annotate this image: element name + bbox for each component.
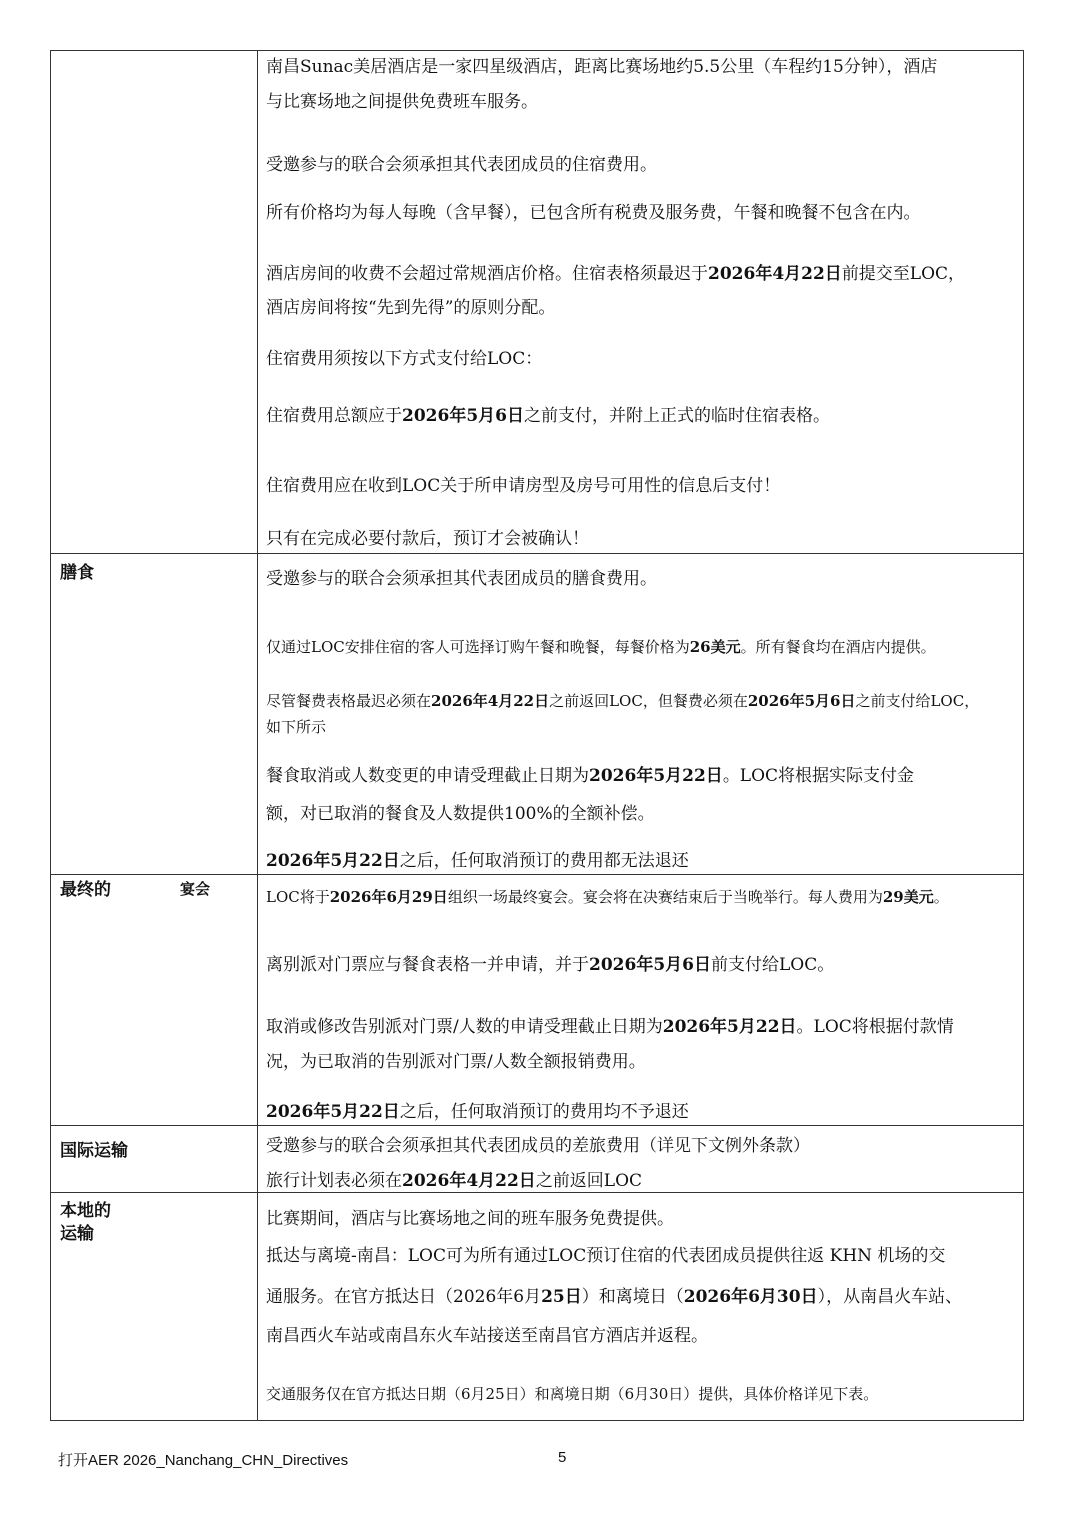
text: 住宿费用应在收到LOC关于所申请房型及房号可用性的信息后支付！	[266, 476, 781, 496]
intl-transport-line	[266, 1136, 810, 1156]
row-divider-intl-transport	[50, 1125, 1024, 1126]
accommodation-line	[266, 406, 830, 426]
bold-text: 2026年5月6日	[747, 692, 856, 710]
bold-text: 2026年5月6日	[589, 955, 711, 975]
bold-text: 2026年4月22日	[402, 1171, 536, 1191]
banquet-line	[266, 1102, 689, 1122]
text: 与比赛场地之间提供免费班车服务。	[266, 92, 538, 112]
text: 之前支付，并附上正式的临时住宿表格。	[523, 406, 830, 426]
row-label-intl-transport: 国际运输	[60, 1141, 128, 1161]
text: 之前支付给LOC，	[855, 692, 980, 710]
text: LOC将于	[266, 888, 330, 906]
meals-line	[266, 637, 936, 657]
bold-text: 2026年6月29日	[329, 888, 448, 906]
text: 尽管餐费表格最迟必须在	[266, 692, 432, 710]
text: 。	[933, 888, 949, 906]
row-label-banquet-b: 宴会	[180, 880, 211, 898]
text: 酒店房间将按“先到先得”的原则分配。	[266, 298, 556, 318]
row-divider-meals	[50, 553, 1024, 554]
accommodation-line	[266, 203, 921, 223]
text: 组织一场最终宴会。宴会将在决赛结束后于当晚举行。每人费用为	[447, 888, 883, 906]
row-label-meals: 膳食	[60, 563, 94, 583]
accommodation-line	[266, 92, 538, 112]
text: 离别派对门票应与餐食表格一并申请，并于	[266, 955, 589, 975]
text: 受邀参与的联合会须承担其代表团成员的住宿费用。	[266, 155, 657, 175]
banquet-line	[266, 887, 949, 907]
row-label-local-transport-b: 运输	[60, 1224, 94, 1244]
footer-page-number: 5	[558, 1449, 567, 1466]
table-border-left	[50, 50, 51, 1421]
accommodation-line	[266, 264, 965, 284]
text: 旅行计划表必须在	[266, 1171, 402, 1191]
text: 抵达与离境-南昌：LOC可为所有通过LOC预订住宿的代表团成员提供往返 KHN 机场的交	[266, 1246, 946, 1266]
meals-line	[266, 569, 657, 589]
text: 受邀参与的联合会须承担其代表团成员的膳食费用。	[266, 569, 657, 589]
table-border-bottom	[50, 1420, 1024, 1421]
text: 比赛期间，酒店与比赛场地之间的班车服务免费提供。	[266, 1209, 674, 1229]
meals-line	[266, 717, 326, 737]
bold-text: 29美元	[882, 888, 934, 906]
accommodation-line	[266, 57, 937, 77]
text: 只有在完成必要付款后，预订才会被确认！	[266, 529, 589, 549]
banquet-line	[266, 1017, 954, 1037]
bold-text: 26美元	[689, 638, 741, 656]
row-label-banquet-a: 最终的	[60, 880, 111, 900]
text: 南昌Sunac美居酒店是一家四星级酒店，距离比赛场地约5.5公里（车程约15分钟），酒店	[266, 57, 938, 77]
bold-text: 2026年4月22日	[431, 692, 550, 710]
meals-line	[266, 851, 689, 871]
banquet-line	[266, 955, 834, 975]
text: 。LOC将根据付款情	[796, 1017, 954, 1037]
text: 。所有餐食均在酒店内提供。	[740, 638, 936, 656]
text: 通服务。在官方抵达日（2026年6月	[266, 1287, 542, 1307]
bold-text: 25日	[541, 1287, 582, 1307]
bold-text: 2026年5月22日	[266, 1102, 400, 1122]
text: 额，对已取消的餐食及人数提供100%的全额补偿。	[266, 804, 655, 824]
row-label-local-transport-a: 本地的	[60, 1201, 111, 1221]
table-column-divider	[257, 50, 258, 1421]
banquet-line	[266, 1052, 646, 1072]
text: 之后，任何取消预订的费用均不予退还	[399, 1102, 689, 1122]
text: 受邀参与的联合会须承担其代表团成员的差旅费用（详见下文例外条款）	[266, 1136, 810, 1156]
text: 取消或修改告别派对门票/人数的申请受理截止日期为	[266, 1017, 663, 1037]
accommodation-line	[266, 349, 542, 369]
text: 况，为已取消的告别派对门票/人数全额报销费用。	[266, 1052, 646, 1072]
text: 酒店房间的收费不会超过常规酒店价格。住宿表格须最迟于	[266, 264, 708, 284]
intl-transport-line	[266, 1171, 642, 1191]
bold-text: 2026年4月22日	[708, 264, 842, 284]
bold-text: 2026年5月22日	[266, 851, 400, 871]
text: 南昌西火车站或南昌东火车站接送至南昌官方酒店并返程。	[266, 1326, 708, 1346]
table-border-top	[50, 50, 1024, 51]
local-transport-line	[266, 1326, 708, 1346]
local-transport-line	[266, 1209, 674, 1229]
accommodation-line	[266, 155, 657, 175]
local-transport-line	[266, 1384, 878, 1404]
text: 之前返回LOC	[535, 1171, 643, 1191]
row-divider-banquet	[50, 874, 1024, 875]
text: 。LOC将根据实际支付金	[722, 766, 915, 786]
text: 如下所示	[266, 718, 327, 736]
meals-line	[266, 691, 979, 711]
text: 所有价格均为每人每晚（含早餐），已包含所有税费及服务费，午餐和晚餐不包含在内。	[266, 203, 921, 223]
footer-doc-name: 打开AER 2026_Nanchang_CHN_Directives	[58, 1452, 349, 1469]
text: ）和离境日（	[581, 1287, 684, 1307]
text: 餐食取消或人数变更的申请受理截止日期为	[266, 766, 589, 786]
text: 前支付给LOC。	[710, 955, 835, 975]
text: ），从南昌火车站、	[817, 1287, 963, 1307]
accommodation-line	[266, 529, 589, 549]
text: 仅通过LOC安排住宿的客人可选择订购午餐和晚餐，每餐价格为	[266, 638, 690, 656]
table-border-right	[1023, 50, 1024, 1421]
text: 之前返回LOC，但餐费必须在	[549, 692, 748, 710]
meals-line	[266, 804, 655, 824]
accommodation-line	[266, 298, 555, 318]
bold-text: 2026年5月6日	[402, 406, 524, 426]
local-transport-line	[266, 1287, 962, 1307]
bold-text: 2026年5月22日	[662, 1017, 797, 1037]
meals-line	[266, 766, 914, 786]
local-transport-line	[266, 1246, 945, 1266]
row-divider-local-transport	[50, 1192, 1024, 1193]
bold-text: 2026年5月22日	[589, 766, 723, 786]
text: 前提交至LOC，	[841, 264, 966, 284]
text: 住宿费用须按以下方式支付给LOC：	[266, 349, 543, 369]
bold-text: 2026年6月30日	[683, 1287, 818, 1307]
text: 之后，任何取消预订的费用都无法退还	[399, 851, 689, 871]
accommodation-line	[266, 476, 780, 496]
text: 交通服务仅在官方抵达日期（6月25日）和离境日期（6月30日）提供，具体价格详见下表。	[266, 1385, 879, 1403]
text: 住宿费用总额应于	[266, 406, 402, 426]
